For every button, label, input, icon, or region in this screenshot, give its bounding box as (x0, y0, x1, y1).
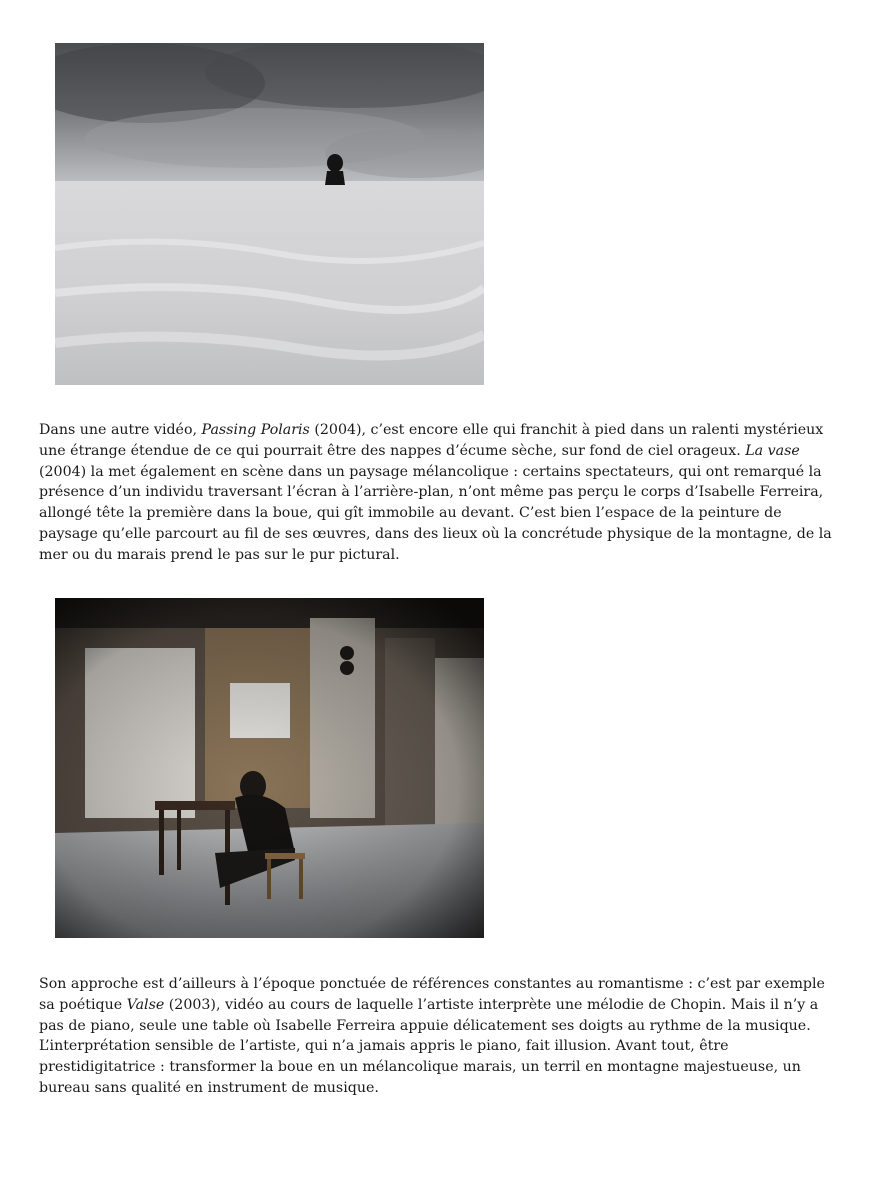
paragraph-text: Son approche est d’ailleurs à l’époque ponctuée de références constantes au romantisme : c’est par exemple sa poétique (39, 976, 825, 1013)
work-title: Passing Polaris (201, 422, 310, 438)
abandoned-room-image (55, 598, 484, 938)
snowfield-figure-image (55, 43, 484, 385)
body-paragraph-2 (39, 974, 839, 1099)
paragraph-text: (2003), vidéo au cours de laquelle l’artiste interprète une mélodie de Chopin. Mais il n’y a pas de piano, seule une table où Isabelle Ferreira appuie délicatement ses doigts au rythme de la musique. L’interprétation sensible de l’artiste, qui n’a jamais appris le piano, fait illusion. Avant tout, être prestidigitatrice : transformer la boue en un mélancolique marais, un terril en montagne majestueuse, un bureau sans qualité en instrument de musique. (39, 996, 819, 1096)
paragraph-text: (2004) la met également en scène dans un paysage mélancolique : certains spectateurs, qui ont remarqué la présence d’un individu traversant l’écran à l’arrière-plan, n’ont même pas perçu le corps d’Isabelle Ferreira, allongé tête la première dans la boue, qui gît immobile au devant. C’est bien l’espace de la peinture de paysage qu’elle parcourt au fil de ses œuvres, dans des lieux où la concrétude physique de la montagne, de la mer ou du marais prend le pas sur le pur pictural. (39, 463, 832, 563)
paragraph-text: (2004), c’est encore elle qui franchit à pied dans un ralenti mystérieux une étrange étendue de ce qui pourrait être des nappes d’écume sèche, sur fond de ciel orageux. (39, 422, 824, 459)
snowfield-figure-photo (55, 43, 484, 385)
work-title: La vase (745, 442, 800, 459)
body-paragraph-1 (39, 420, 839, 566)
paragraph-text: Dans une autre vidéo, (39, 422, 202, 438)
work-title: Valse (126, 996, 165, 1013)
abandoned-room-table-photo (55, 598, 484, 938)
